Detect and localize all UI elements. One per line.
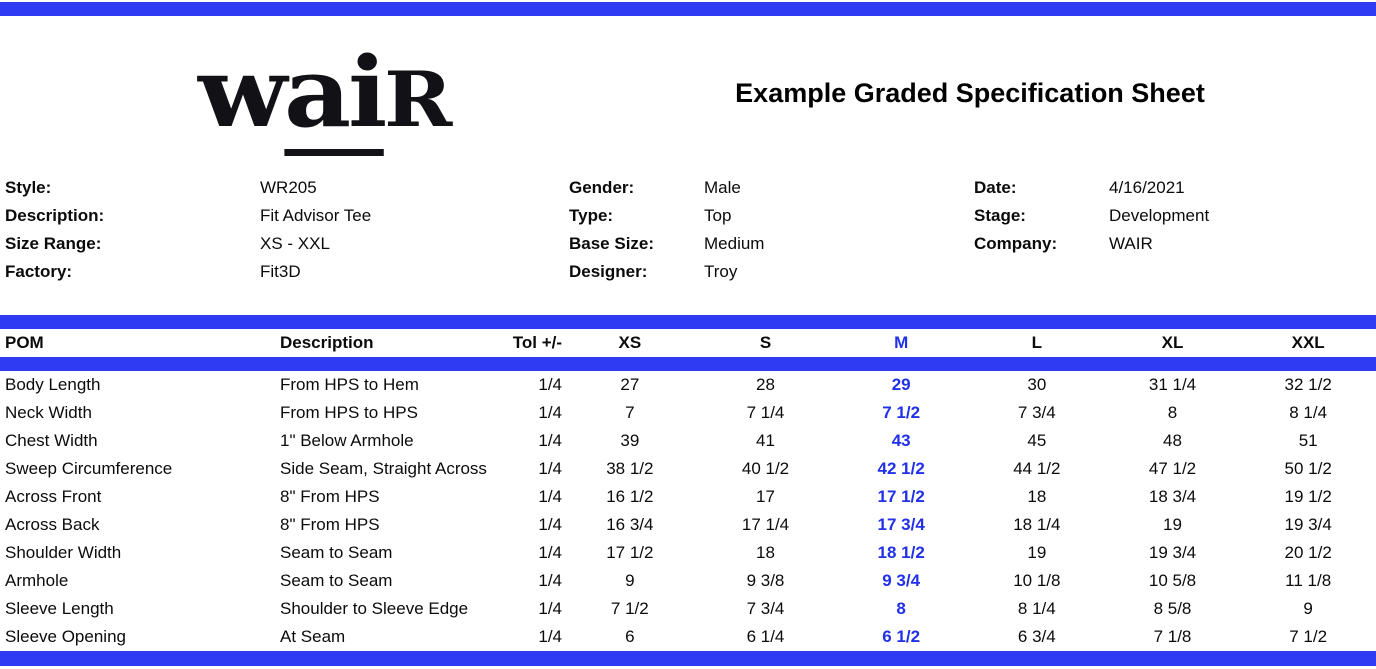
table-row <box>0 595 1376 623</box>
pom-cell: Sweep Circumference <box>5 459 173 478</box>
logo-part-r: R <box>384 55 450 144</box>
size-m-cell: 43 <box>891 431 911 450</box>
tolerance-cell: 1/4 <box>538 515 562 534</box>
size-l-cell: 30 <box>1027 375 1047 394</box>
pom-cell: Body Length <box>5 375 101 394</box>
description-cell: 8" From HPS <box>280 487 380 506</box>
column-header-l: L <box>1031 333 1043 352</box>
size-s-cell: 17 <box>756 487 775 506</box>
size-xs-cell: 6 <box>625 627 635 646</box>
size-xxl-cell: 7 1/2 <box>1289 627 1328 646</box>
size-xl-cell: 19 3/4 <box>1148 543 1197 562</box>
description-cell: 1" Below Armhole <box>280 431 414 450</box>
size-xs-cell: 27 <box>620 375 640 394</box>
description-cell: From HPS to Hem <box>280 375 419 394</box>
logo-part-w: w <box>198 36 285 149</box>
size-xl-cell: 31 1/4 <box>1148 375 1197 394</box>
size-xxl-cell: 50 1/2 <box>1284 459 1332 478</box>
size-xs-cell: 17 1/2 <box>606 543 654 562</box>
description-cell: Shoulder to Sleeve Edge <box>280 599 469 618</box>
size-l-cell: 8 1/4 <box>1017 599 1056 618</box>
size-xl-cell: 10 5/8 <box>1148 571 1197 590</box>
table-header-bottom-bar <box>0 357 1376 371</box>
tolerance-cell: 1/4 <box>538 375 562 394</box>
meta-value-date: 4/16/2021 <box>1109 178 1185 197</box>
meta-label-factory: Factory: <box>5 262 73 281</box>
table-row <box>0 371 1376 399</box>
description-cell: From HPS to HPS <box>280 403 418 422</box>
size-s-cell: 28 <box>756 375 775 394</box>
table-top-bar <box>0 315 1376 329</box>
size-xs-cell: 38 1/2 <box>606 459 654 478</box>
table-row <box>0 483 1376 511</box>
logo-part-ai-underlined: ai <box>284 36 384 156</box>
tolerance-cell: 1/4 <box>538 543 562 562</box>
size-s-cell: 7 1/4 <box>746 403 785 422</box>
column-header-tolerance: Tol +/- <box>512 333 562 352</box>
size-l-cell: 7 3/4 <box>1017 403 1056 422</box>
size-s-cell: 40 1/2 <box>741 459 790 478</box>
description-cell: Seam to Seam <box>280 571 393 590</box>
size-xs-cell: 39 <box>620 431 640 450</box>
description-cell: Side Seam, Straight Across <box>280 459 487 478</box>
spec-table <box>0 315 1376 651</box>
column-header-xs: XS <box>618 333 642 352</box>
size-xs-cell: 16 3/4 <box>606 515 654 534</box>
size-xxl-cell: 19 1/2 <box>1284 487 1332 506</box>
tolerance-cell: 1/4 <box>538 627 562 646</box>
size-m-cell: 8 <box>896 599 906 618</box>
size-xl-cell: 7 1/8 <box>1153 627 1192 646</box>
size-s-cell: 41 <box>756 431 775 450</box>
description-cell: Seam to Seam <box>280 543 393 562</box>
tolerance-cell: 1/4 <box>538 459 562 478</box>
table-row <box>0 623 1376 651</box>
size-xxl-cell: 11 1/8 <box>1285 571 1332 590</box>
meta-value-stage: Development <box>1109 206 1210 225</box>
table-row <box>0 511 1376 539</box>
top-accent-bar <box>0 2 1376 16</box>
size-l-cell: 18 1/4 <box>1013 515 1061 534</box>
meta-value-company: WAIR <box>1109 234 1153 253</box>
meta-label-stage: Stage: <box>974 206 1026 225</box>
size-l-cell: 18 <box>1027 487 1047 506</box>
pom-cell: Sleeve Opening <box>5 627 126 646</box>
size-xxl-cell: 51 <box>1298 431 1318 450</box>
size-xxl-cell: 8 1/4 <box>1289 403 1328 422</box>
page-title: Example Graded Specification Sheet <box>735 78 1205 108</box>
size-m-cell: 42 1/2 <box>877 459 925 478</box>
meta-value-style: WR205 <box>260 178 317 197</box>
meta-label-size-range: Size Range: <box>5 234 102 253</box>
size-xl-cell: 19 <box>1163 515 1182 534</box>
column-header-xl: XL <box>1161 333 1184 352</box>
size-xl-cell: 48 <box>1163 431 1182 450</box>
meta-value-gender: Male <box>704 178 741 197</box>
pom-cell: Across Front <box>5 487 102 506</box>
meta-label-description: Description: <box>5 206 105 225</box>
size-m-cell: 18 1/2 <box>877 543 925 562</box>
meta-label-type: Type: <box>569 206 614 225</box>
size-xxl-cell: 32 1/2 <box>1284 375 1332 394</box>
size-m-cell: 6 1/2 <box>882 627 921 646</box>
column-header-xxl: XXL <box>1291 333 1325 352</box>
size-s-cell: 6 1/4 <box>746 627 785 646</box>
pom-cell: Shoulder Width <box>5 543 122 562</box>
table-row <box>0 539 1376 567</box>
meta-value-description: Fit Advisor Tee <box>260 206 372 225</box>
meta-label-company: Company: <box>974 234 1058 253</box>
tolerance-cell: 1/4 <box>538 487 562 506</box>
table-row <box>0 455 1376 483</box>
size-s-cell: 9 3/8 <box>746 571 785 590</box>
size-xs-cell: 9 <box>625 571 635 590</box>
size-m-cell: 17 3/4 <box>877 515 925 534</box>
pom-cell: Across Back <box>5 515 100 534</box>
size-l-cell: 45 <box>1027 431 1047 450</box>
description-cell: At Seam <box>280 627 346 646</box>
size-m-cell: 7 1/2 <box>882 403 921 422</box>
size-xs-cell: 7 <box>625 403 635 422</box>
size-xxl-cell: 9 <box>1303 599 1313 618</box>
meta-label-date: Date: <box>974 178 1017 197</box>
column-header-s: S <box>759 333 772 352</box>
tolerance-cell: 1/4 <box>538 571 562 590</box>
table-row <box>0 399 1376 427</box>
size-m-cell: 9 3/4 <box>882 571 921 590</box>
size-m-cell: 17 1/2 <box>877 487 925 506</box>
tolerance-cell: 1/4 <box>538 599 562 618</box>
size-xl-cell: 18 3/4 <box>1148 487 1197 506</box>
meta-section <box>0 176 1376 288</box>
size-xxl-cell: 20 1/2 <box>1284 543 1332 562</box>
size-l-cell: 44 1/2 <box>1013 459 1061 478</box>
wair-logo <box>198 28 500 158</box>
pom-cell: Neck Width <box>5 403 92 422</box>
meta-value-base-size: Medium <box>704 234 765 253</box>
tolerance-cell: 1/4 <box>538 403 562 422</box>
meta-label-designer: Designer: <box>569 262 648 281</box>
meta-label-gender: Gender: <box>569 178 635 197</box>
spec-table-body <box>0 371 1376 651</box>
size-xl-cell: 8 <box>1167 403 1178 422</box>
meta-value-type: Top <box>704 206 732 225</box>
size-xxl-cell: 19 3/4 <box>1284 515 1332 534</box>
pom-cell: Chest Width <box>5 431 98 450</box>
description-cell: 8" From HPS <box>280 515 380 534</box>
table-header-row <box>0 329 1376 357</box>
pom-cell: Sleeve Length <box>5 599 114 618</box>
meta-label-base-size: Base Size: <box>569 234 655 253</box>
size-s-cell: 18 <box>756 543 775 562</box>
meta-value-size-range: XS - XXL <box>260 234 330 253</box>
pom-cell: Armhole <box>5 571 69 590</box>
size-xs-cell: 16 1/2 <box>606 487 654 506</box>
table-row <box>0 567 1376 595</box>
size-xl-cell: 47 1/2 <box>1148 459 1197 478</box>
meta-value-designer: Troy <box>704 262 738 281</box>
size-m-cell: 29 <box>891 375 911 394</box>
meta-value-factory: Fit3D <box>260 262 301 281</box>
size-l-cell: 10 1/8 <box>1013 571 1061 590</box>
tolerance-cell: 1/4 <box>538 431 562 450</box>
column-header-description: Description <box>280 333 374 352</box>
column-header-pom: POM <box>5 333 44 352</box>
table-row <box>0 427 1376 455</box>
size-xs-cell: 7 1/2 <box>610 599 649 618</box>
size-l-cell: 6 3/4 <box>1017 627 1056 646</box>
size-s-cell: 7 3/4 <box>746 599 785 618</box>
size-l-cell: 19 <box>1027 543 1047 562</box>
column-header-m-base-size: M <box>894 333 909 352</box>
size-s-cell: 17 1/4 <box>741 515 790 534</box>
meta-label-style: Style: <box>5 178 52 197</box>
size-xl-cell: 8 5/8 <box>1153 599 1192 618</box>
bottom-accent-bar <box>0 651 1376 666</box>
